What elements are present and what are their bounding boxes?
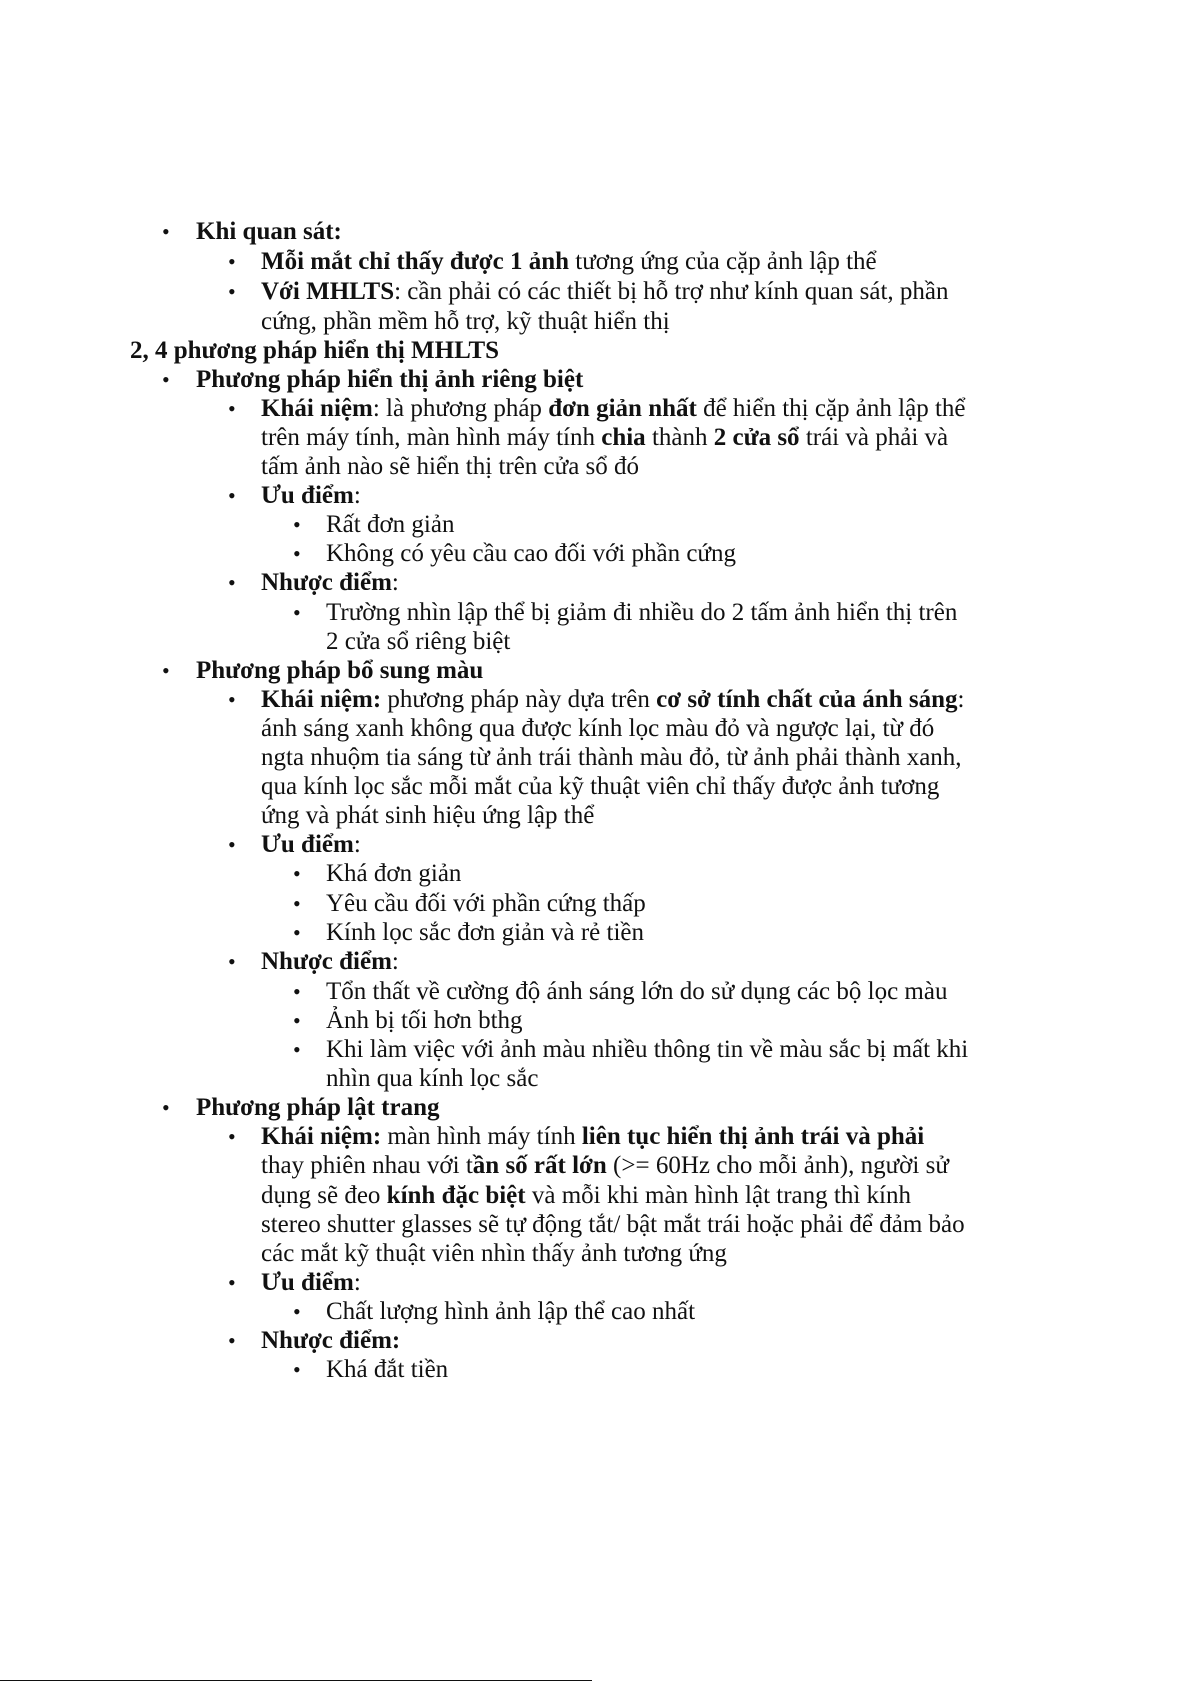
method-title: Phương pháp bổ sung màu bbox=[196, 657, 484, 684]
bullet-icon: • bbox=[228, 687, 236, 712]
definition-line: Khái niệm: phương pháp này dựa trên cơ sở tính chất của ánh sáng: bbox=[261, 686, 965, 713]
list-item: Chất lượng hình ảnh lập thể cao nhất bbox=[326, 1298, 696, 1325]
pros-label: Ưu điểm: bbox=[261, 831, 361, 858]
bullet-icon: • bbox=[293, 1299, 301, 1324]
list-item: Kính lọc sắc đơn giản và rẻ tiền bbox=[326, 919, 644, 946]
definition-line: tấm ảnh nào sẽ hiển thị trên cửa sổ đó bbox=[261, 453, 640, 480]
list-item: Không có yêu cầu cao đối với phần cứng bbox=[326, 540, 736, 567]
bullet-icon: • bbox=[162, 219, 170, 244]
bullet-icon: • bbox=[228, 949, 236, 974]
bullet-icon: • bbox=[162, 658, 170, 683]
observation-heading: Khi quan sát: bbox=[196, 218, 342, 245]
list-item-continuation: 2 cửa sổ riêng biệt bbox=[326, 628, 511, 655]
footer-rule bbox=[0, 1680, 592, 1681]
bullet-icon: • bbox=[228, 832, 236, 857]
definition-line: ứng và phát sinh hiệu ứng lập thể bbox=[261, 802, 595, 829]
definition-line: các mắt kỹ thuật viên nhìn thấy ảnh tương ứng bbox=[261, 1240, 727, 1267]
cons-label: Nhược điểm: bbox=[261, 948, 399, 975]
bullet-icon: • bbox=[293, 920, 301, 945]
list-item-continuation: nhìn qua kính lọc sắc bbox=[326, 1065, 539, 1092]
bullet-icon: • bbox=[228, 570, 236, 595]
pros-label: Ưu điểm: bbox=[261, 1269, 361, 1296]
list-item: Tổn thất về cường độ ánh sáng lớn do sử dụng các bộ lọc màu bbox=[326, 978, 948, 1005]
definition-line: dụng sẽ đeo kính đặc biệt và mỗi khi màn hình lật trang thì kính bbox=[261, 1182, 911, 1209]
cons-label: Nhược điểm: bbox=[261, 1327, 401, 1354]
bullet-icon: • bbox=[293, 861, 301, 886]
definition-line: qua kính lọc sắc mỗi mắt của kỹ thuật viên chỉ thấy được ảnh tương bbox=[261, 773, 940, 800]
list-item: Khá đơn giản bbox=[326, 860, 462, 887]
definition-line: ánh sáng xanh không qua được kính lọc màu đỏ và ngược lại, từ đó bbox=[261, 715, 935, 742]
definition-line: thay phiên nhau với tần số rất lớn (>= 60Hz cho mỗi ảnh), người sử bbox=[261, 1152, 949, 1179]
bullet-icon: • bbox=[162, 367, 170, 392]
definition-line: Khái niệm: là phương pháp đơn giản nhất để hiển thị cặp ảnh lập thể bbox=[261, 395, 966, 422]
bullet-icon: • bbox=[293, 541, 301, 566]
bullet-icon: • bbox=[228, 1124, 236, 1149]
bullet-icon: • bbox=[228, 249, 236, 274]
bullet-icon: • bbox=[228, 279, 236, 304]
bullet-icon: • bbox=[293, 1037, 301, 1062]
list-item: Khá đắt tiền bbox=[326, 1356, 449, 1383]
section-title: 2, 4 phương pháp hiển thị MHLTS bbox=[130, 337, 500, 364]
list-item: Ảnh bị tối hơn bthg bbox=[326, 1007, 523, 1034]
definition-line: Khái niệm: màn hình máy tính liên tục hiển thị ảnh trái và phải bbox=[261, 1123, 925, 1150]
bullet-icon: • bbox=[228, 396, 236, 421]
list-item: Yêu cầu đối với phần cứng thấp bbox=[326, 890, 646, 917]
method-title: Phương pháp hiển thị ảnh riêng biệt bbox=[196, 366, 584, 393]
bullet-icon: • bbox=[228, 483, 236, 508]
cons-label: Nhược điểm: bbox=[261, 569, 399, 596]
list-item: Với MHLTS: cần phải có các thiết bị hỗ trợ như kính quan sát, phần bbox=[261, 278, 949, 305]
definition-line: ngta nhuộm tia sáng từ ảnh trái thành màu đỏ, từ ảnh phải thành xanh, bbox=[261, 744, 962, 771]
bullet-icon: • bbox=[293, 891, 301, 916]
list-item-continuation: cứng, phần mềm hỗ trợ, kỹ thuật hiển thị bbox=[261, 308, 670, 335]
bullet-icon: • bbox=[162, 1095, 170, 1120]
bullet-icon: • bbox=[293, 1008, 301, 1033]
list-item: Khi làm việc với ảnh màu nhiều thông tin về màu sắc bị mất khi bbox=[326, 1036, 969, 1063]
bullet-icon: • bbox=[228, 1270, 236, 1295]
method-title: Phương pháp lật trang bbox=[196, 1094, 440, 1121]
definition-line: stereo shutter glasses sẽ tự động tắt/ bật mắt trái hoặc phải để đảm bảo bbox=[261, 1211, 965, 1238]
definition-line: trên máy tính, màn hình máy tính chia thành 2 cửa sổ trái và phải và bbox=[261, 424, 949, 451]
bullet-icon: • bbox=[293, 600, 301, 625]
pros-label: Ưu điểm: bbox=[261, 482, 361, 509]
bullet-icon: • bbox=[228, 1328, 236, 1353]
list-item: Rất đơn giản bbox=[326, 511, 455, 538]
bullet-icon: • bbox=[293, 1357, 301, 1382]
bullet-icon: • bbox=[293, 979, 301, 1004]
list-item: Trường nhìn lập thể bị giảm đi nhiều do 2 tấm ảnh hiển thị trên bbox=[326, 599, 958, 626]
list-item: Mỗi mắt chỉ thấy được 1 ảnh tương ứng của cặp ảnh lập thể bbox=[261, 248, 877, 275]
bullet-icon: • bbox=[293, 512, 301, 537]
